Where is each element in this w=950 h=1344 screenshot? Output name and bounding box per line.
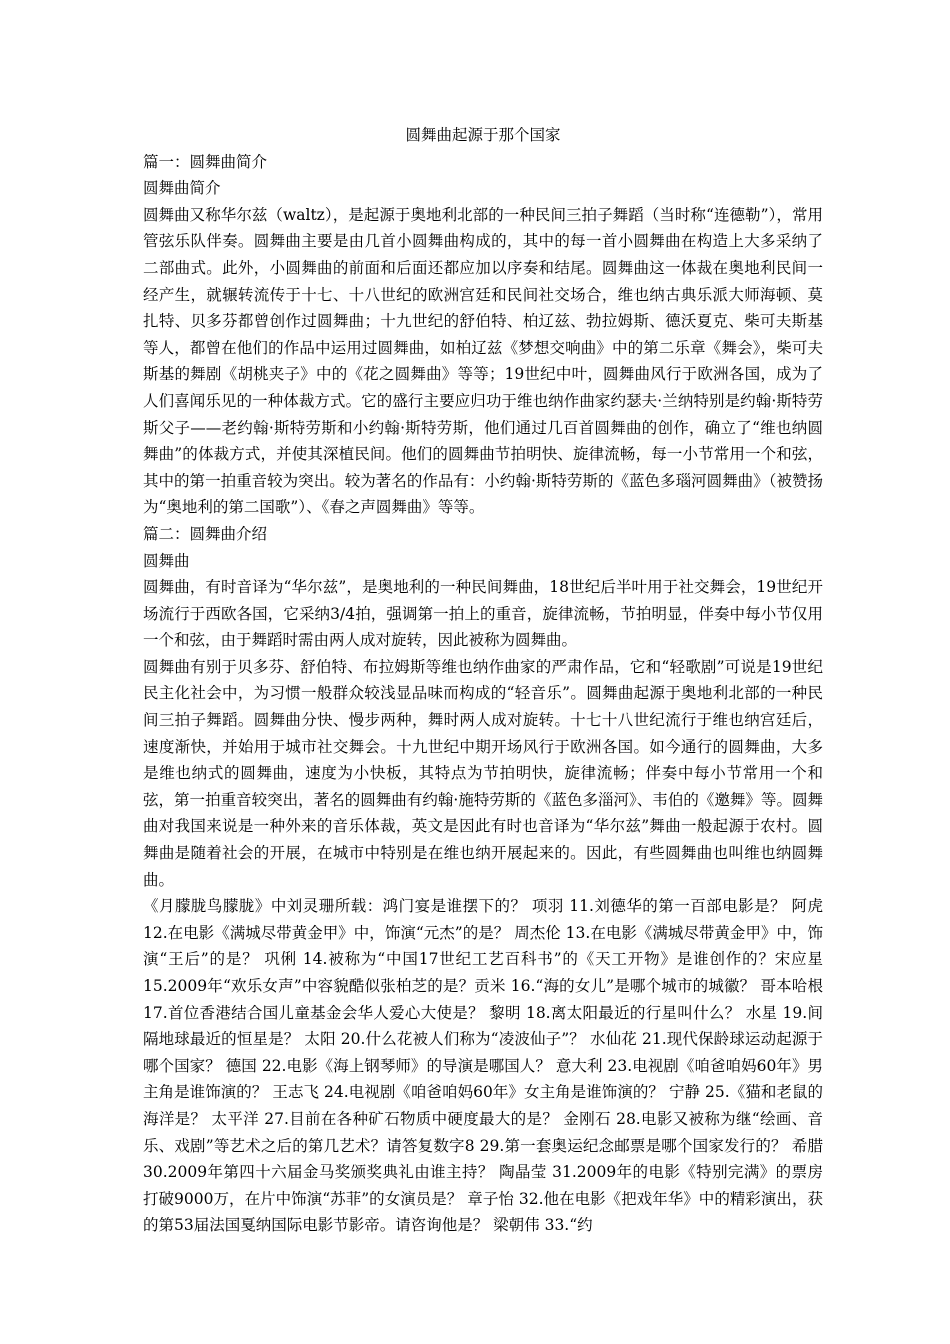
section2-subheading: 圆舞曲 [143,551,190,570]
trivia-paragraph: 《月朦胧鸟朦胧》中刘灵珊所载：鸿门宴是谁摆下的？ 项羽 11.刘德华的第一百部电影是？ 阿虎 12.在电影《满城尽带黄金甲》中，饰演“元杰”的是？ 周杰伦 13.在电影《满城尽带黄金甲》中，饰演“王后”的是？ 巩俐 14.被称为“中国17世纪工艺百科书”的《天工开物》是谁创作的？宋应星 15.2009年“欢乐女声”中容貌酷似张柏芝的是？贡米 16.“海的女儿”是哪个城市的城徽？ 哥本哈根 17.首位香港结合国儿童基金会华人爱心大使是？ 黎明 18.离太阳最近的行星叫什么？ 水星 19.间隔地球最近的恒星是？ 太阳 20.什么花被人们称为“凌波仙子”？ 水仙花 21.现代保龄球运动起源于哪个国家？ 德国 22.电影《海上钢琴师》的导演是哪国人？ 意大利 23.电视剧《咱爸咱妈60年》男主角是谁饰演的？ 王志飞 24.电视剧《咱爸咱妈60年》女主角是谁饰演的？ 宁静 25.《猫和老鼠的海洋是？ 太平洋 27.目前在各种矿石物质中硬度最大的是？ 金刚石 28.电影又被称为继“绘画、音乐、戏剧”等艺术之后的第几艺术？请答复数字8 29.第一套奥运纪念邮票是哪个国家发行的？ 希腊 30.2009年第四十六届金马奖颁奖典礼由谁主持？ 陶晶莹 31.2009年的电影《特别完满》的票房打破9000万，在片中饰演“苏菲”的女演员是？ 章子怡 32.他在电影《把戏年华》中的精彩演出，获的第53届法国戛纳国际电影节影帝。请咨询他是？ 梁朝伟 33.“约 [143,897,823,1235]
section2-paragraph-2: 圆舞曲有别于贝多芬、舒伯特、布拉姆斯等维也纳作曲家的严肃作品，它和“轻歌剧”可说是19世纪民主化社会中，为习惯一般群众较浅显品味而构成的“轻音乐”。圆舞曲起源于奥地利北部的一种民间三拍子舞蹈。圆舞曲分快、慢步两种，舞时两人成对旋转。十七十八世纪流行于维也纳宫廷后，速度渐快，并始用于城市社交舞会。十九世纪中期开场风行于欧洲各国。如今通行的圆舞曲，大多是维也纳式的圆舞曲，速度为小快板，其特点为节拍明快，旋律流畅；伴奏中每小节常用一个和弦，第一拍重音较突出，著名的圆舞曲有约翰·施特劳斯的《蓝色多淄河》、韦伯的《邀舞》等。圆舞曲对我国来说是一种外来的音乐体裁，英文是因此有时也音译为“华尔兹”舞曲一般起源于农村。圆舞曲是随着社会的开展，在城市中特别是在维也纳开展起来的。因此，有些圆舞曲也叫维也纳圆舞曲。 [143,657,823,889]
section1-subheading: 圆舞曲简介 [143,179,221,198]
document-body [143,122,823,1239]
document-title: 圆舞曲起源于那个国家 [405,126,561,144]
section1-heading: 篇一：圆舞曲简介 [143,152,268,171]
section1-paragraph: 圆舞曲又称华尔兹（waltz），是起源于奥地利北部的一种民间三拍子舞蹈（当时称“连德勒”），常用管弦乐队伴奏。圆舞曲主要是由几首小圆舞曲构成的，其中的每一首小圆舞曲在构造上大多采纳了二部曲式。此外，小圆舞曲的前面和后面还都应加以序奏和结尾。圆舞曲这一体裁在奥地利民间一经产生，就辗转流传于十七、十八世纪的欧洲宫廷和民间社交场合，维也纳古典乐派大师海顿、莫扎特、贝多芬都曾创作过圆舞曲；十九世纪的舒伯特、柏辽兹、勃拉姆斯、德沃夏克、柴可夫斯基等人，都曾在他们的作品中运用过圆舞曲，如柏辽兹《梦想交响曲》中的第二乐章《舞会》，柴可夫斯基的舞剧《胡桃夹子》中的《花之圆舞曲》等等；19世纪中叶，圆舞曲风行于欧洲各国，成为了人们喜闻乐见的一种体裁方式。它的盛行主要应归功于维也纳作曲家约瑟夫·兰纳特别是约翰·斯特劳斯父子——老约翰·斯特劳斯和小约翰·斯特劳斯，他们通过几百首圆舞曲的创作，确立了“维也纳圆舞曲”的体裁方式，并使其深植民间。他们的圆舞曲节拍明快、旋律流畅，每一小节常用一个和弦，其中的第一拍重音较为突出。较为著名的作品有：小约翰·斯特劳斯的《蓝色多瑙河圆舞曲》（被赞扬为“奥地利的第二国歌”）、《春之声圆舞曲》等等。 [143,205,823,517]
section2-heading: 篇二：圆舞曲介绍 [143,524,268,543]
section2-paragraph-1: 圆舞曲，有时音译为“华尔兹”，是奥地利的一种民间舞曲，18世纪后半叶用于社交舞会，19世纪开场流行于西欧各国，它采纳3/4拍，强调第一拍上的重音，旋律流畅，节拍明显，伴奏中每小节仅用一个和弦，由于舞蹈时需由两人成对旋转，因此被称为圆舞曲。 [143,578,823,650]
